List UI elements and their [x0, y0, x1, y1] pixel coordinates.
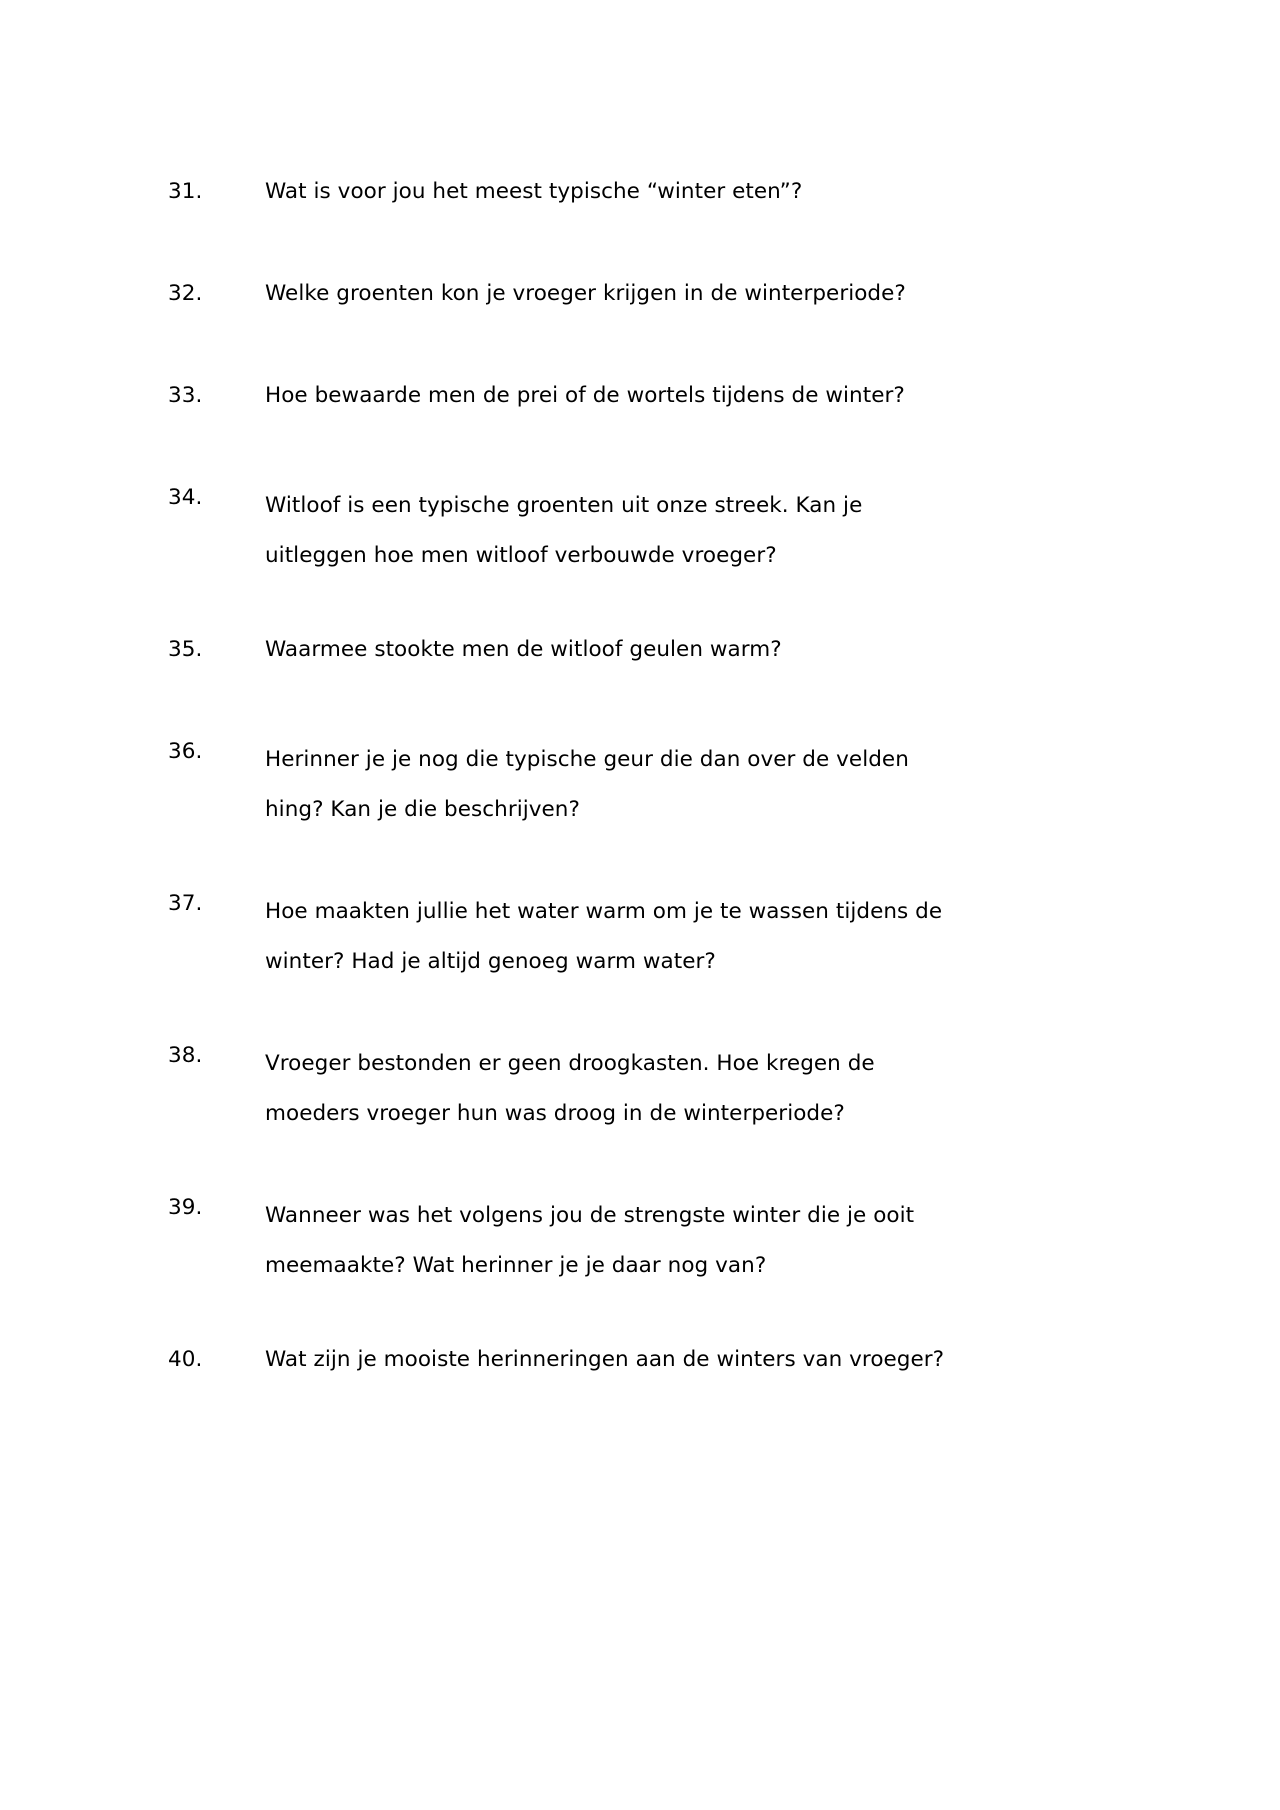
- question-line: Witloof is een typische groenten uit onze streek. Kan je: [265, 493, 863, 518]
- question-text: [265, 175, 983, 209]
- question-line: Hoe bewaarde men de prei of de wortels tijdens de winter?: [265, 383, 905, 408]
- question-line: Herinner je je nog die typische geur die dan over de velden: [265, 747, 909, 772]
- question-line: uitleggen hoe men witloof verbouwde vroeger?: [265, 543, 777, 568]
- question-line: Hoe maakten jullie het water warm om je te wassen tijdens de: [265, 899, 943, 924]
- question-line: Vroeger bestonden er geen droogkasten. Hoe kregen de: [265, 1051, 875, 1076]
- question-number: 38.: [168, 1043, 203, 1068]
- question-line: meemaakte? Wat herinner je je daar nog van?: [265, 1253, 767, 1278]
- question-line: Welke groenten kon je vroeger krijgen in de winterperiode?: [265, 281, 906, 306]
- question-number: 31.: [168, 179, 203, 204]
- question-item: [168, 1191, 1128, 1291]
- question-line: Wanneer was het volgens jou de strengste winter die je ooit: [265, 1203, 915, 1228]
- question-number: 39.: [168, 1195, 203, 1220]
- question-number: 40.: [168, 1347, 203, 1372]
- question-line: Wat is voor jou het meest typische “winter eten”?: [265, 179, 803, 204]
- question-item: [168, 277, 1128, 311]
- question-item: [168, 1039, 1128, 1139]
- question-item: [168, 633, 1128, 667]
- question-text: [265, 633, 983, 667]
- question-item: [168, 481, 1128, 581]
- question-number: 37.: [168, 891, 203, 916]
- question-item: [168, 379, 1128, 413]
- question-item: [168, 175, 1128, 209]
- question-line: moeders vroeger hun was droog in de winterperiode?: [265, 1101, 845, 1126]
- question-number: 34.: [168, 485, 203, 510]
- question-number: 32.: [168, 281, 203, 306]
- question-number: 33.: [168, 383, 203, 408]
- question-text: [265, 887, 983, 987]
- question-list: [168, 175, 1128, 1377]
- question-text: [265, 481, 983, 581]
- question-text: [265, 277, 983, 311]
- question-line: winter? Had je altijd genoeg warm water?: [265, 949, 716, 974]
- question-text: [265, 1191, 983, 1291]
- question-number: 36.: [168, 739, 203, 764]
- question-item: [168, 735, 1128, 835]
- question-text: [265, 1039, 983, 1139]
- question-line: Waarmee stookte men de witloof geulen warm?: [265, 637, 782, 662]
- question-number: 35.: [168, 637, 203, 662]
- question-text: [265, 379, 983, 413]
- question-line: hing? Kan je die beschrijven?: [265, 797, 580, 822]
- question-text: [265, 735, 983, 835]
- question-line: Wat zijn je mooiste herinneringen aan de winters van vroeger?: [265, 1347, 945, 1372]
- question-item: [168, 887, 1128, 987]
- question-item: [168, 1343, 1128, 1377]
- question-text: [265, 1343, 983, 1377]
